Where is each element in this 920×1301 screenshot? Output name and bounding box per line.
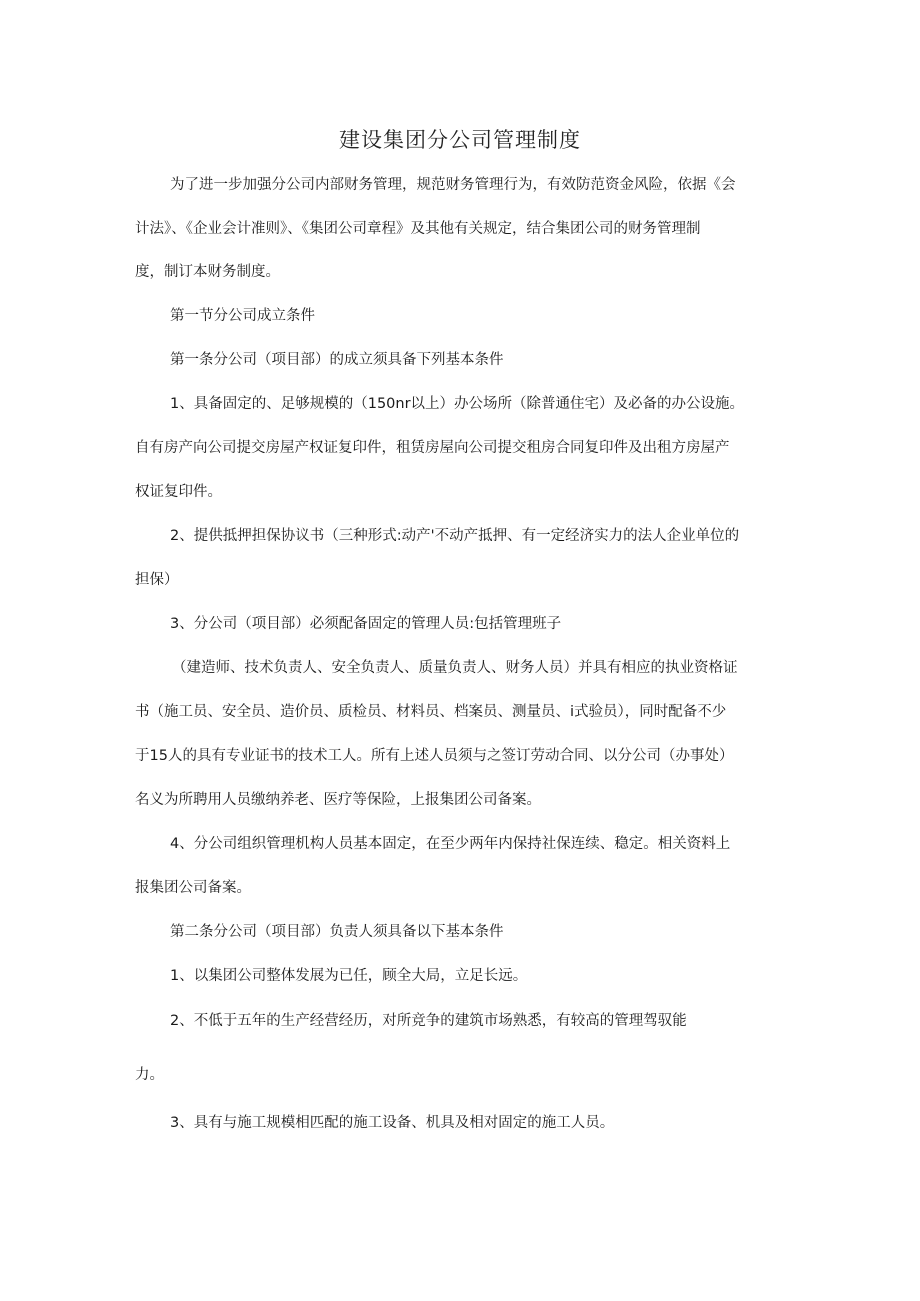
paragraph-line: 为了进一步加强分公司内部财务管理，规范财务管理行为，有效防范资金风险，依据《会 (170, 177, 736, 193)
paragraph-line: 3、具有与施工规模相匹配的施工设备、机具及相对固定的施工人员。 (170, 1115, 615, 1131)
section-heading: 第一节分公司成立条件 (170, 308, 315, 324)
paragraph-line: 2、提供抵押担保协议书（三种形式:动产'不动产抵押、有一定经济实力的法人企业单位的 (170, 528, 740, 544)
paragraph-line: （建造师、技术负责人、安全负责人、质量负责人、财务人员）并具有相应的执业资格证 (172, 660, 738, 676)
paragraph-line: 报集团公司备案。 (135, 880, 251, 896)
document-title: 建设集团分公司管理制度 (339, 128, 581, 152)
article-heading: 第二条分公司（项目部）负责人须具备以下基本条件 (170, 924, 504, 940)
paragraph-line: 书（施工员、安全员、造价员、质检员、材料员、档案员、测量员、i式验员），同时配备不少 (135, 704, 727, 720)
paragraph-line: 自有房产向公司提交房屋产权证复印件，租赁房屋向公司提交租房合同复印件及出租方房屋产 (135, 440, 730, 456)
paragraph-line: 度，制订本财务制度。 (135, 264, 280, 280)
paragraph-line: 2、不低于五年的生产经营经历，对所竞争的建筑市场熟悉，有较高的管理驾驭能 (170, 1013, 687, 1029)
paragraph-line: 力。 (135, 1067, 164, 1083)
paragraph-line: 3、分公司（项目部）必须配备固定的管理人员:包括管理班子 (170, 616, 562, 632)
article-heading: 第一条分公司（项目部）的成立须具备下列基本条件 (170, 352, 504, 368)
paragraph-line: 担保） (135, 572, 179, 588)
paragraph-line: 4、分公司组织管理机构人员基本固定，在至少两年内保持社保连续、稳定。相关资料上 (170, 836, 731, 852)
paragraph-line: 名义为所聘用人员缴纳养老、医疗等保险，上报集团公司备案。 (135, 792, 541, 808)
paragraph-line: 1、具备固定的、足够规模的（150nr以上）办公场所（除普通住宅）及必备的办公设施。 (170, 396, 745, 412)
paragraph-line: 计法》、《企业会计准则》、《集团公司章程》及其他有关规定，结合集团公司的财务管理制 (135, 221, 701, 237)
paragraph-line: 于15人的具有专业证书的技术工人。所有上述人员须与之签订劳动合同、以分公司（办事处） (135, 748, 734, 764)
paragraph-line: 权证复印件。 (135, 484, 222, 500)
paragraph-line: 1、以集团公司整体发展为已任，顾全大局，立足长远。 (170, 968, 528, 984)
